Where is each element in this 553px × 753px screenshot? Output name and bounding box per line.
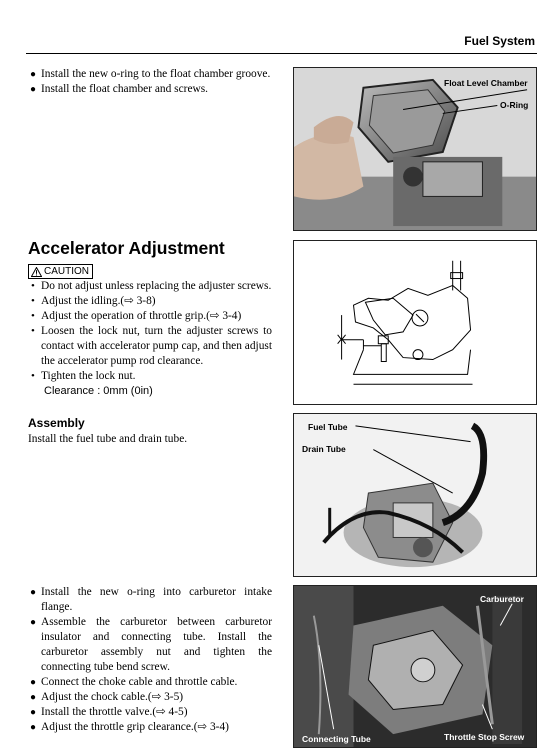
bullet-icon: ● — [30, 84, 37, 95]
bullet-icon: ● — [30, 617, 37, 628]
list-item: ● Assemble the carburetor between carburetor insulator and connecting tube. Install the carburetor assembly nut and tighten the connecting tube bend screw. — [30, 616, 272, 673]
list-item: • Adjust the operation of throttle grip.(⇨ 3-4) — [31, 310, 242, 322]
float-level-chamber-label: Float Level Chamber — [444, 78, 528, 88]
list-item: ● Install the new o-ring into carburetor intake flange. — [30, 586, 272, 613]
bullet-icon: ● — [30, 587, 37, 598]
warning-triangle-icon — [31, 267, 42, 277]
fuel-tube-label: Fuel Tube — [308, 422, 348, 432]
list-item: ● Adjust the throttle grip clearance.(⇨ 3-4) — [30, 721, 229, 733]
o-ring-label: O-Ring — [500, 100, 529, 110]
bullet-icon: • — [31, 295, 35, 307]
float-chamber-steps — [28, 67, 272, 97]
header-divider — [26, 53, 537, 54]
bullet-icon: ● — [30, 692, 37, 703]
caution-badge: CAUTION — [28, 264, 93, 279]
bullet-icon: • — [31, 310, 35, 322]
list-item: • Loosen the lock nut, turn the adjuster screws to contact with accelerator pump cap, and then adjust the accelerator pump rod clearance. — [31, 325, 272, 367]
bullet-icon: • — [31, 280, 35, 292]
list-item: • Tighten the lock nut. — [31, 370, 136, 382]
throttle-stop-screw-label: Throttle Stop Screw — [444, 732, 525, 742]
carburetor-install-steps — [28, 585, 272, 735]
section-title: Accelerator Adjustment — [28, 238, 225, 258]
list-item: ● Adjust the chock cable.(⇨ 3-5) — [30, 691, 184, 703]
assembly-heading: Assembly — [28, 416, 85, 430]
accelerator-steps — [28, 279, 272, 399]
drain-tube-label: Drain Tube — [302, 444, 346, 454]
page-header-title: Fuel System — [464, 34, 535, 48]
list-item: ● Install the float chamber and screws. — [30, 83, 208, 95]
connecting-tube-label: Connecting Tube — [302, 734, 371, 744]
float-chamber-photo — [293, 67, 537, 231]
bullet-icon: ● — [30, 707, 37, 718]
fuel-drain-tube-photo — [293, 413, 537, 577]
bullet-icon: ● — [30, 677, 37, 688]
list-item: • Do not adjust unless replacing the adjuster screws. — [31, 280, 272, 292]
carburetor-installed-photo — [293, 585, 537, 748]
bullet-icon: ● — [30, 69, 37, 80]
assembly-text: Install the fuel tube and drain tube. — [28, 433, 188, 445]
clearance-value: Clearance : 0mm (0in) — [44, 385, 153, 397]
bullet-icon: • — [31, 370, 35, 382]
list-item: • Adjust the idling.(⇨ 3-8) — [31, 295, 156, 307]
carburetor-label: Carburetor — [480, 594, 524, 604]
list-item: ● Install the new o-ring to the float chamber groove. — [30, 68, 271, 80]
list-item: ● Connect the choke cable and throttle cable. — [30, 676, 238, 688]
bullet-icon: • — [31, 325, 35, 337]
bullet-icon: ● — [30, 722, 37, 733]
list-item: ● Install the throttle valve.(⇨ 4-5) — [30, 706, 188, 718]
accelerator-pump-diagram — [293, 240, 537, 405]
